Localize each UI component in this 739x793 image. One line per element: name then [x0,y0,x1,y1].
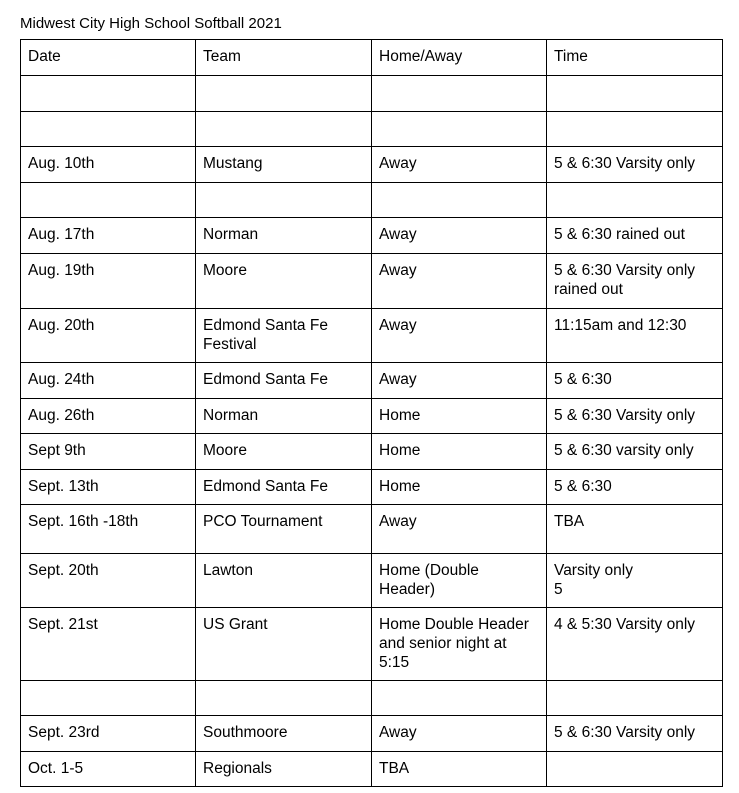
cell-home-away: TBA [372,752,547,787]
cell-team: Moore [196,254,372,309]
cell-home-away: Away [372,309,547,363]
cell-team: Moore [196,434,372,470]
cell-date: Aug. 26th [21,399,196,434]
cell-date [21,681,196,716]
cell-home-away: Home Double Header and senior night at 5:15 [372,608,547,681]
table-row [21,681,723,716]
cell-home-away [372,681,547,716]
cell-home-away [372,76,547,112]
table-row [21,608,723,681]
cell-home-away: Away [372,147,547,183]
table-row [21,147,723,183]
cell-home-away: Home [372,434,547,470]
table-row [21,76,723,112]
cell-date: Sept. 16th -18th [21,505,196,554]
cell-time: 11:15am and 12:30 [547,309,723,363]
cell-date: Sept. 21st [21,608,196,681]
cell-team: Edmond Santa Fe [196,470,372,505]
cell-time: 5 & 6:30 Varsity only [547,399,723,434]
cell-team: Edmond Santa Fe Festival [196,309,372,363]
table-row [21,254,723,309]
cell-team [196,681,372,716]
cell-team [196,76,372,112]
table-row [21,434,723,470]
table-row [21,554,723,608]
cell-home-away: Away [372,218,547,254]
cell-home-away [372,183,547,218]
cell-time: 5 & 6:30 varsity only [547,434,723,470]
cell-team: Norman [196,399,372,434]
cell-time: Varsity only 5 [547,554,723,608]
cell-team: PCO Tournament [196,505,372,554]
cell-team: Edmond Santa Fe [196,363,372,399]
table-row [21,505,723,554]
header-team: Team [196,40,372,76]
table-row [21,363,723,399]
table-row [21,752,723,787]
table-row [21,112,723,147]
cell-time [547,76,723,112]
cell-home-away: Away [372,254,547,309]
cell-team: Lawton [196,554,372,608]
cell-date [21,183,196,218]
cell-team: Mustang [196,147,372,183]
table-row [21,183,723,218]
cell-date: Aug. 17th [21,218,196,254]
table-row [21,399,723,434]
cell-team: Norman [196,218,372,254]
cell-time: TBA [547,505,723,554]
header-time: Time [547,40,723,76]
table-row [21,218,723,254]
header-home-away: Home/Away [372,40,547,76]
cell-home-away: Away [372,505,547,554]
page-title: Midwest City High School Softball 2021 [20,15,282,32]
cell-date: Aug. 19th [21,254,196,309]
header-date: Date [21,40,196,76]
cell-time: 5 & 6:30 [547,470,723,505]
cell-time: 5 & 6:30 Varsity only [547,147,723,183]
cell-date: Sept 9th [21,434,196,470]
cell-date: Aug. 10th [21,147,196,183]
cell-team [196,112,372,147]
cell-time [547,752,723,787]
cell-date: Aug. 24th [21,363,196,399]
cell-home-away: Away [372,363,547,399]
cell-date: Aug. 20th [21,309,196,363]
table-row [21,716,723,752]
table-header-row [21,40,723,76]
schedule-table [20,39,723,787]
cell-time: 5 & 6:30 rained out [547,218,723,254]
cell-date [21,76,196,112]
cell-home-away: Home (Double Header) [372,554,547,608]
cell-time [547,112,723,147]
cell-home-away [372,112,547,147]
cell-date: Sept. 23rd [21,716,196,752]
cell-time [547,183,723,218]
cell-time: 5 & 6:30 Varsity only [547,716,723,752]
table-row [21,470,723,505]
cell-home-away: Home [372,399,547,434]
cell-time: 5 & 6:30 [547,363,723,399]
cell-date: Oct. 1-5 [21,752,196,787]
cell-date: Sept. 13th [21,470,196,505]
cell-time: 5 & 6:30 Varsity only rained out [547,254,723,309]
table-row [21,309,723,363]
cell-team [196,183,372,218]
cell-time [547,681,723,716]
cell-home-away: Away [372,716,547,752]
cell-date: Sept. 20th [21,554,196,608]
cell-team: US Grant [196,608,372,681]
cell-team: Regionals [196,752,372,787]
cell-team: Southmoore [196,716,372,752]
cell-home-away: Home [372,470,547,505]
cell-time: 4 & 5:30 Varsity only [547,608,723,681]
cell-date [21,112,196,147]
